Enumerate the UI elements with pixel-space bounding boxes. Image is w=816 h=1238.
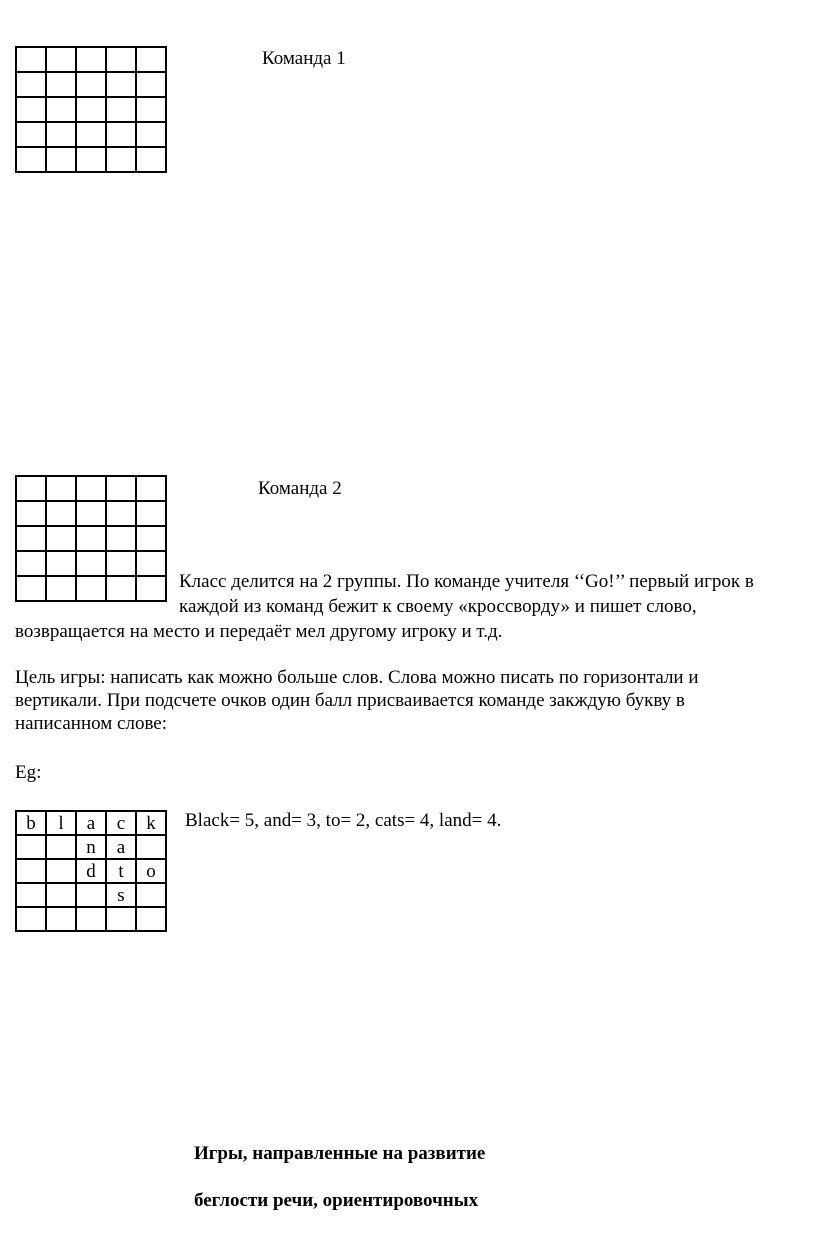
grid-cell [16,97,46,122]
team2-crossword-grid [15,475,167,602]
grid-cell [16,551,46,576]
example-grid-cell: a [76,811,106,835]
grid-cell [136,97,166,122]
grid-cell [16,476,46,501]
grid-row [16,551,166,576]
example-grid-row [16,883,166,907]
grid-row [16,526,166,551]
grid-row [16,147,166,172]
grid-cell [16,122,46,147]
team1-crossword-grid [15,46,167,173]
grid-cell [46,72,76,97]
grid-row [16,47,166,72]
example-grid-cell [46,859,76,883]
grid-cell [106,72,136,97]
grid-cell [16,72,46,97]
example-grid-cell: b [16,811,46,835]
example-grid-cell [46,835,76,859]
example-scores: Black= 5, and= 3, to= 2, cats= 4, land= 4. [185,810,502,831]
grid-cell [136,47,166,72]
example-grid-cell [16,835,46,859]
grid-row [16,122,166,147]
grid-cell [136,576,166,601]
example-grid-cell: l [46,811,76,835]
grid-row [16,501,166,526]
grid-cell [46,551,76,576]
grid-row [16,576,166,601]
grid-cell [76,122,106,147]
grid-cell [136,526,166,551]
example-grid-cell [136,835,166,859]
example-grid-cell [46,883,76,907]
example-grid-cell [46,907,76,931]
example-grid-cell [136,883,166,907]
example-grid-cell [106,907,136,931]
example-grid-cell [76,907,106,931]
team2-label: Команда 2 [258,478,342,499]
section-heading-line-2: беглости речи, ориентировочных [194,1190,479,1211]
grid-cell [46,122,76,147]
grid-cell [76,576,106,601]
grid-cell [106,551,136,576]
example-grid-cell: n [76,835,106,859]
grid-cell [76,47,106,72]
grid-cell [76,97,106,122]
grid-cell [16,47,46,72]
example-grid-row [16,835,166,859]
team1-label: Команда 1 [262,48,346,69]
grid-cell [106,476,136,501]
grid-cell [46,147,76,172]
grid-cell [16,576,46,601]
grid-cell [106,47,136,72]
example-grid-row [16,859,166,883]
grid-cell [106,501,136,526]
grid-cell [76,501,106,526]
grid-cell [16,526,46,551]
grid-cell [136,476,166,501]
grid-cell [46,576,76,601]
goal-paragraph [15,666,815,735]
example-grid-row [16,907,166,931]
grid-cell [76,551,106,576]
example-grid-cell: o [136,859,166,883]
example-crossword-grid [15,810,167,932]
grid-cell [46,526,76,551]
example-grid-cell [136,907,166,931]
grid-cell [106,576,136,601]
grid-cell [76,72,106,97]
grid-cell [106,147,136,172]
rules-line-3: возвращается на место и передаёт мел другому игроку и т.д. [15,621,503,642]
example-grid-cell: s [106,883,136,907]
goal-line-3: написанном слове: [15,713,168,734]
grid-cell [136,147,166,172]
grid-row [16,72,166,97]
example-grid-cell: a [106,835,136,859]
example-grid-cell [16,907,46,931]
goal-line-2: вертикали. При подсчете очков один балл присваивается команде закждую букву в [15,690,685,711]
grid-cell [136,501,166,526]
grid-cell [136,122,166,147]
example-grid-cell: d [76,859,106,883]
example-grid-cell: c [106,811,136,835]
grid-cell [46,97,76,122]
grid-cell [106,122,136,147]
grid-cell [16,147,46,172]
goal-line-1: Цель игры: написать как можно больше слов. Слова можно писать по горизонтали и [15,667,699,688]
grid-row [16,97,166,122]
grid-cell [46,476,76,501]
example-grid-cell: k [136,811,166,835]
section-heading-line-1: Игры, направленные на развитие [194,1143,486,1164]
example-grid-cell [16,883,46,907]
example-grid-row [16,811,166,835]
example-grid-cell: t [106,859,136,883]
grid-cell [136,72,166,97]
grid-cell [106,526,136,551]
rules-line-1: Класс делится на 2 группы. По команде учителя ‘‘Go!’’ первый игрок в [179,571,754,592]
grid-cell [46,47,76,72]
grid-cell [136,551,166,576]
example-grid-cell [16,859,46,883]
grid-cell [46,501,76,526]
grid-cell [106,97,136,122]
grid-cell [76,147,106,172]
grid-cell [76,526,106,551]
grid-cell [76,476,106,501]
grid-cell [16,501,46,526]
example-label: Eg: [15,762,42,783]
example-grid-cell [76,883,106,907]
grid-row [16,476,166,501]
rules-line-2: каждой из команд бежит к своему «кроссворду» и пишет слово, [179,596,697,617]
